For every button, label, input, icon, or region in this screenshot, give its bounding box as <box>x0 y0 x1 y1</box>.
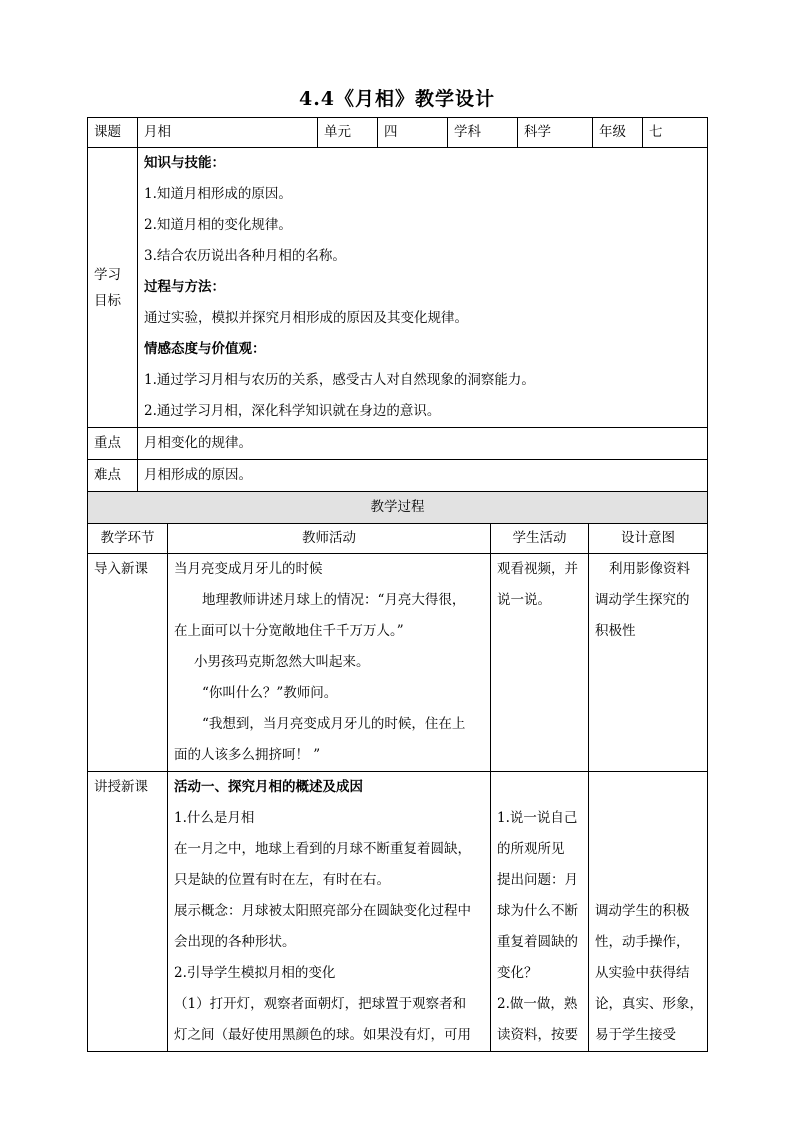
difficulty-label: 难点 <box>88 460 138 492</box>
intro-teacher-line: 地理教师讲述月球上的情况：“月亮大得很， <box>202 592 466 608</box>
process-band <box>88 492 708 524</box>
lesson-student-line: 1.说一说自己 <box>497 810 578 826</box>
process-table <box>87 491 708 1052</box>
process-header-row <box>88 524 708 554</box>
lesson-intent-line: 论，真实、形象， <box>595 996 703 1012</box>
lesson-intent <box>589 772 708 1052</box>
lesson-student-line: 读资料，按要 <box>497 1027 578 1043</box>
page-title: 4.4《月相》教学设计 <box>298 88 496 110</box>
lesson-teacher-line: 在一月之中，地球上看到的月球不断重复着圆缺， <box>174 841 471 857</box>
lesson-intent-line: 性，动手操作， <box>595 934 690 950</box>
key-point-text: 月相变化的规律。 <box>138 428 708 460</box>
intro-teacher-line: 面的人该多么拥挤呵！ ” <box>174 747 321 763</box>
intro-stage: 导入新课 <box>88 554 168 772</box>
subject-topic-value: 月相 <box>138 118 318 148</box>
unit-label: 单元 <box>318 118 378 148</box>
intro-intent-line: 积极性 <box>595 623 636 639</box>
header-teacher: 教师活动 <box>168 524 491 554</box>
lesson-teacher-line: （1）打开灯，观察者面朝灯，把球置于观察者和 <box>174 996 467 1012</box>
key-point-row <box>88 428 708 460</box>
lesson-teacher-line: 只是缺的位置有时在左，有时在右。 <box>174 872 390 888</box>
goals-label <box>88 148 138 428</box>
intro-student <box>491 554 589 772</box>
intro-teacher-line: “我想到，当月亮变成月牙儿的时候，住在上 <box>202 716 466 732</box>
goals-item: 2.通过学习月相，深化科学知识就在身边的意识。 <box>144 403 441 419</box>
lesson-student <box>491 772 589 1052</box>
goals-heading-knowledge: 知识与技能： <box>144 155 225 171</box>
lesson-intent-line: 调动学生的积极 <box>595 903 690 919</box>
lesson-teacher-line: 展示概念：月球被太阳照亮部分在圆缺变化过程中 <box>174 903 471 919</box>
goals-item: 通过实验，模拟并探究月相形成的原因及其变化规律。 <box>144 310 468 326</box>
lesson-activity-heading: 活动一、探究月相的概述及成因 <box>174 779 363 795</box>
discipline-label: 学科 <box>448 118 518 148</box>
goals-content <box>138 148 708 428</box>
goals-row <box>88 148 708 428</box>
lesson-student-line: 2.做一做，熟 <box>497 996 578 1012</box>
intro-row <box>88 554 708 772</box>
intro-intent <box>589 554 708 772</box>
difficulty-text: 月相形成的原因。 <box>138 460 708 492</box>
lesson-student-line: 球为什么不断 <box>497 903 578 919</box>
lesson-teacher-line: 灯之间（最好使用黑颜色的球。如果没有灯，可用 <box>174 1027 471 1043</box>
lesson-student-line: 变化？ <box>497 965 538 981</box>
lesson-intent-spacer <box>595 772 701 896</box>
header-stage: 教学环节 <box>88 524 168 554</box>
info-table <box>87 117 708 492</box>
intro-teacher-line: 小男孩玛克斯忽然大叫起来。 <box>194 654 370 670</box>
lesson-student-line: 的所观所见 <box>497 841 565 857</box>
goals-item: 1.通过学习月相与农历的关系，感受古人对自然现象的洞察能力。 <box>144 372 535 388</box>
key-point-label: 重点 <box>88 428 138 460</box>
discipline-value: 科学 <box>518 118 593 148</box>
goals-heading-attitude: 情感态度与价值观： <box>144 341 266 357</box>
goals-heading-process: 过程与方法： <box>144 279 225 295</box>
lesson-teacher-line: 1.什么是月相 <box>174 810 255 826</box>
subject-topic-label: 课题 <box>88 118 138 148</box>
info-row <box>88 118 708 148</box>
lesson-teacher-line: 会出现的各种形状。 <box>174 934 296 950</box>
lesson-student-line: 重复着圆缺的 <box>497 934 578 950</box>
goals-item: 2.知道月相的变化规律。 <box>144 217 292 233</box>
lesson-intent-line: 易于学生接受 <box>595 1027 676 1043</box>
intro-student-line: 说一说。 <box>497 592 551 608</box>
process-title: 教学过程 <box>88 492 708 524</box>
grade-label: 年级 <box>593 118 643 148</box>
header-intent: 设计意图 <box>589 524 708 554</box>
intro-intent-line: 调动学生探究的 <box>595 592 690 608</box>
intro-teacher-line: 当月亮变成月牙儿的时候 <box>174 561 323 577</box>
header-student: 学生活动 <box>491 524 589 554</box>
lesson-intent-line: 从实验中获得结 <box>595 965 690 981</box>
goals-item: 1.知道月相形成的原因。 <box>144 186 292 202</box>
intro-teacher-line: 在上面可以十分宽敞地住千千万万人。” <box>174 623 404 639</box>
intro-intent-line: 利用影像资料 <box>609 561 690 577</box>
difficulty-row <box>88 460 708 492</box>
lesson-row <box>88 772 708 1052</box>
lesson-student-spacer <box>497 772 582 803</box>
goals-label-line-2: 目标 <box>94 292 121 309</box>
lesson-teacher <box>168 772 491 1052</box>
goals-label-line-1: 学习 <box>94 266 121 283</box>
intro-teacher <box>168 554 491 772</box>
intro-teacher-line: “你叫什么？”教师问。 <box>202 685 338 701</box>
lesson-student-line: 提出问题：月 <box>497 872 578 888</box>
goals-item: 3.结合农历说出各种月相的名称。 <box>144 248 346 264</box>
lesson-teacher-line: 2.引导学生模拟月相的变化 <box>174 965 336 981</box>
intro-student-line: 观看视频，并 <box>497 561 578 577</box>
grade-value: 七 <box>643 118 708 148</box>
lesson-stage: 讲授新课 <box>88 772 168 1052</box>
unit-value: 四 <box>378 118 448 148</box>
